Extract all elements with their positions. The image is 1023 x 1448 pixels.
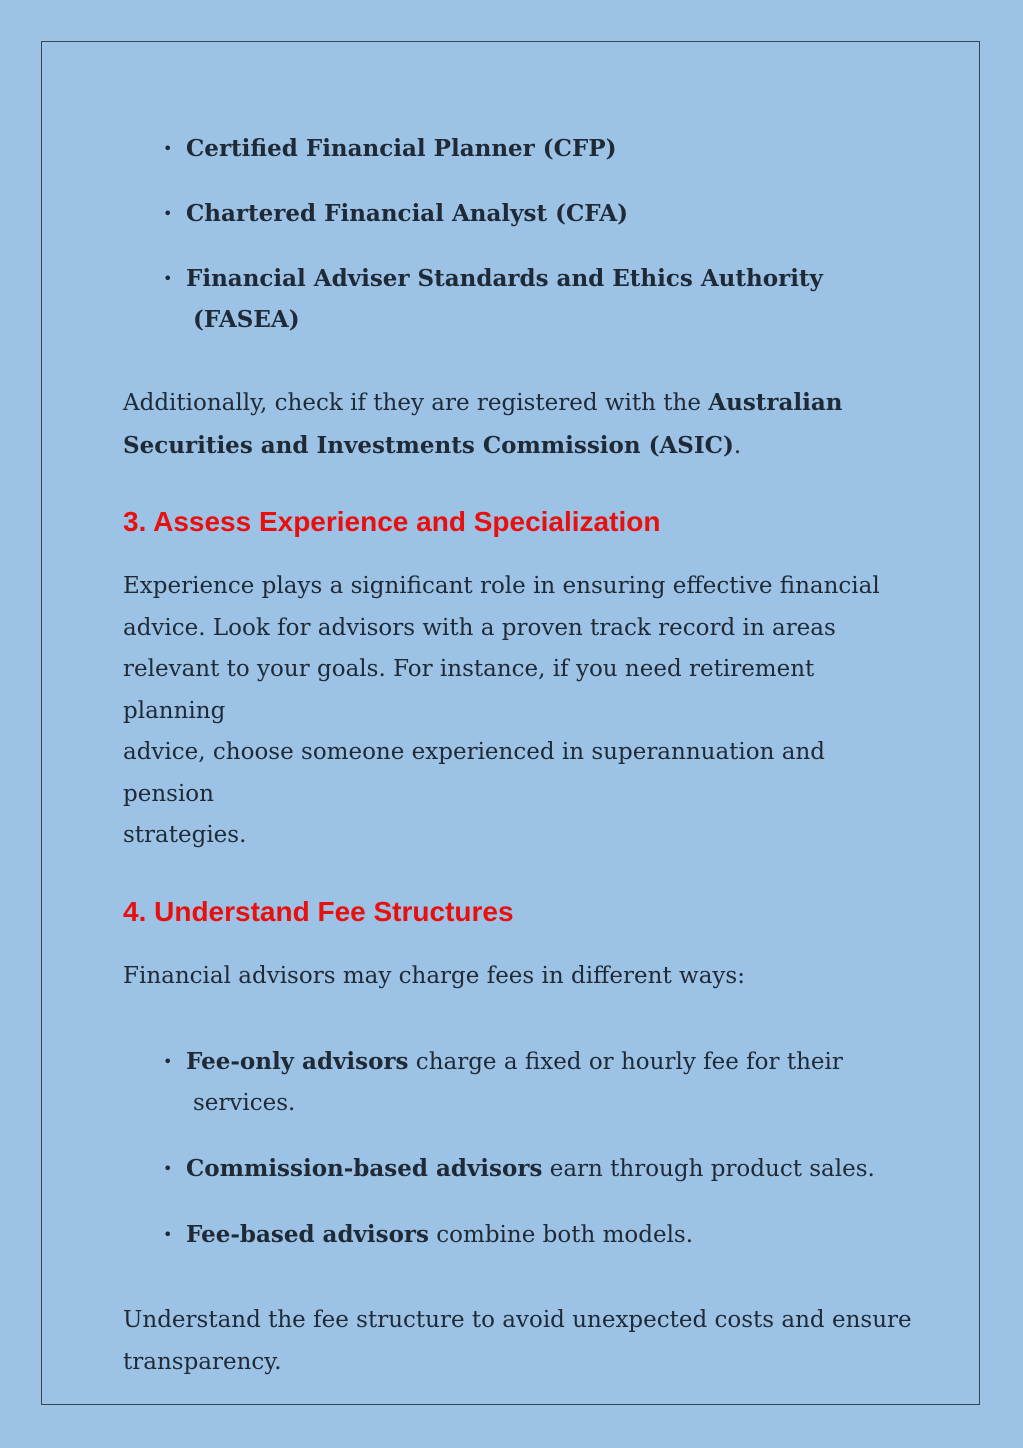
fee-only-text-line2: services. <box>193 1090 296 1116</box>
asic-prefix: Additionally, check if they are registered with the <box>123 390 709 416</box>
fee-only-label: Fee-only advisors <box>186 1048 409 1075</box>
list-item <box>163 193 913 234</box>
asic-suffix: . <box>733 432 742 459</box>
commission-label: Commission-based advisors <box>186 1155 543 1182</box>
section3-line5: strategies. <box>123 822 247 848</box>
section4-heading: 4. Understand Fee Structures <box>123 895 514 927</box>
asic-paragraph <box>123 382 913 467</box>
fee-based-label: Fee-based advisors <box>186 1221 429 1248</box>
list-item <box>163 128 913 169</box>
section3-line3: relevant to your goals. For instance, if you need retirement planning <box>123 656 815 724</box>
list-item <box>163 1214 913 1256</box>
credential-fasea-line1: Financial Adviser Standards and Ethics Authority <box>186 265 823 292</box>
credential-cfa: Chartered Financial Analyst (CFA) <box>186 200 628 227</box>
section3-line2: advice. Look for advisors with a proven track record in areas <box>123 614 836 641</box>
section3-line4: advice, choose someone experienced in superannuation and pension <box>123 739 825 807</box>
list-item <box>163 1148 913 1190</box>
closing-paragraph <box>123 1300 913 1383</box>
fee-list <box>163 1041 913 1256</box>
fee-only-text: charge a fixed or hourly fee for their <box>408 1049 843 1075</box>
asic-bold-line2: Securities and Investments Commission (ASIC) <box>123 431 734 459</box>
credentials-list <box>163 128 913 340</box>
section3-heading: 3. Assess Experience and Specialization <box>123 506 661 537</box>
commission-text: earn through product sales. <box>542 1156 875 1182</box>
section3-line1: Experience plays a significant role in ensuring effective financial <box>123 573 880 599</box>
closing-line1: Understand the fee structure to avoid unexpected costs and ensure <box>123 1307 912 1333</box>
closing-line2: transparency. <box>123 1348 282 1375</box>
list-item <box>163 1041 913 1124</box>
asic-bold-line1: Australian <box>708 389 843 416</box>
credential-fasea-line2: (FASEA) <box>193 306 300 333</box>
fee-based-text: combine both models. <box>428 1222 694 1248</box>
credential-cfp: Certified Financial Planner (CFP) <box>186 135 617 162</box>
list-item <box>163 258 913 340</box>
document-body <box>123 128 913 1383</box>
section4-intro: Financial advisors may charge fees in different ways: <box>123 962 745 989</box>
section3-paragraph <box>123 566 913 857</box>
